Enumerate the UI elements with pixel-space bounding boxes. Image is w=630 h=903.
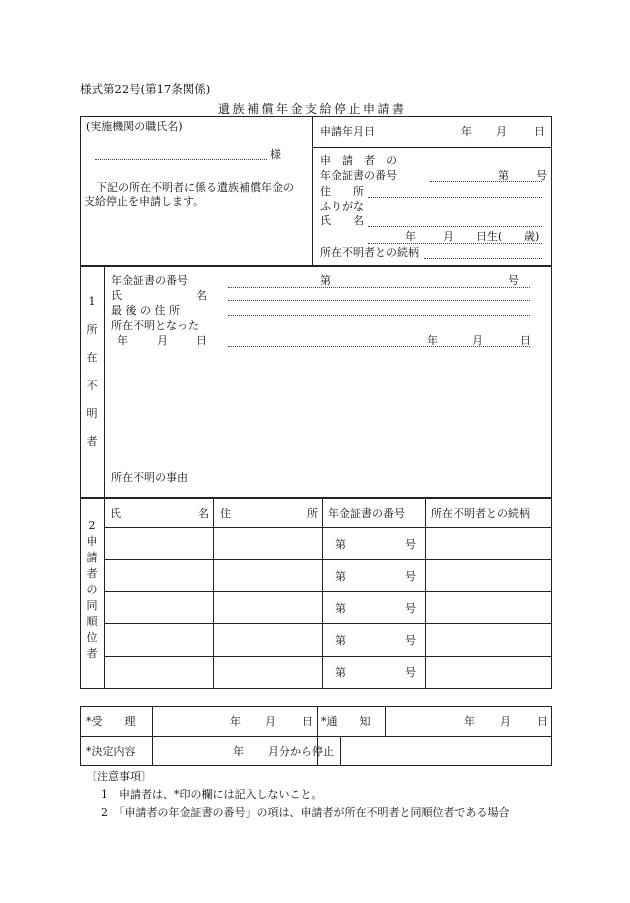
col-relation: 所在不明者との続柄 [431,507,530,520]
col-name-b: 名 [198,507,209,520]
col-pension-no: 年金証書の番号 [328,507,405,520]
last-address-field[interactable] [228,315,530,316]
missing-reason-label: 所在不明の事由 [111,471,188,484]
notice-year: 年 [464,715,475,728]
missing-pension-no-label: 年金証書の番号 [111,274,188,287]
note-item-2: 2 「申請者の年金証書の番号」の項は、申請者が所在不明者と同順位者である場合 [101,806,510,819]
request-line-2: 支給停止を申請します。 [84,195,205,208]
institution-field[interactable] [95,159,267,160]
col-address-a: 住 [220,507,231,520]
row-5-dai: 第 [335,666,346,679]
missing-pension-dai: 第 [320,274,331,287]
missing-since-label: 所在不明となった [111,319,199,332]
decision-label: *決定内容 [86,745,136,758]
missing-name-label-a: 氏 [111,289,122,302]
row-3-dai: 第 [335,602,346,615]
row-2-dai: 第 [335,570,346,583]
missing-pension-gou: 号 [508,274,519,287]
applicant-name-field[interactable] [368,226,542,227]
applicant-pension-no-label: 年金証書の番号 [320,169,397,182]
missing-pension-no-field[interactable] [228,287,530,288]
col-name-a: 氏 [110,507,121,520]
applicant-pension-gou: 号 [536,169,547,182]
applicant-label: 申 請 者 の [320,154,397,167]
sama-label: 様 [270,148,281,161]
applicant-pension-no-field[interactable] [430,181,542,182]
applicant-name-label: 氏 名 [320,214,364,227]
notice-day: 日 [537,715,548,728]
last-address-label: 最 後 の 住 所 [111,304,180,317]
received-day: 日 [302,715,313,728]
birth-month: 月 [443,230,454,243]
notes-heading: 〔注意事項〕 [86,770,152,783]
same-rank-side-label: 2 申 請 者 の 同 順 位 者 [86,519,98,660]
birth-day: 日生( [476,230,503,243]
notice-label: *通 知 [321,715,371,728]
form-number: 様式第22号(第17条関係) [80,82,211,96]
missing-date-month: 月 [472,334,483,347]
request-line-1: 下記の所在不明者に係る遺族補償年金の [96,181,294,194]
ymd-label-day: 日 [196,334,207,347]
received-year: 年 [230,715,241,728]
applicant-address-field[interactable] [368,197,542,198]
row-1-gou: 号 [405,538,416,551]
missing-date-year: 年 [427,334,438,347]
row-2-gou: 号 [405,570,416,583]
row-5-gou: 号 [405,666,416,679]
missing-side-label: 1 所 在 不 明 者 [86,295,98,448]
date-day: 日 [534,125,545,138]
institution-label: (実施機関の職氏名) [86,120,183,133]
applicant-pension-dai: 第 [498,169,509,182]
row-1-dai: 第 [335,538,346,551]
row-3-gou: 号 [405,602,416,615]
decision-year: 年 [233,745,244,758]
date-month: 月 [496,125,507,138]
birth-year: 年 [405,230,416,243]
ymd-label-month: 月 [157,334,168,347]
missing-name-label-b: 名 [196,289,207,302]
col-address-b: 所 [307,507,318,520]
applicant-address-label: 住 所 [320,185,364,198]
notice-month: 月 [500,715,511,728]
relation-field[interactable] [424,258,542,259]
application-date-label: 申請年月日 [320,125,375,138]
note-item-1: 1 申請者は、*印の欄には記入しないこと。 [101,788,323,801]
row-4-dai: 第 [335,634,346,647]
decision-month-text: 月分から停止 [268,745,334,758]
age-label: 歳) [524,230,540,243]
date-year: 年 [461,125,472,138]
missing-date-field[interactable] [228,346,530,347]
applicant-furigana-label: ふりがな [320,200,364,213]
relation-label: 所在不明者との続柄 [320,246,419,259]
page-title: 遺族補償年金支給停止申請書 [218,102,407,116]
received-month: 月 [265,715,276,728]
row-4-gou: 号 [405,634,416,647]
received-label: *受 理 [86,715,136,728]
missing-date-day: 日 [520,334,531,347]
ymd-label-year: 年 [117,334,128,347]
missing-name-field[interactable] [228,300,530,301]
